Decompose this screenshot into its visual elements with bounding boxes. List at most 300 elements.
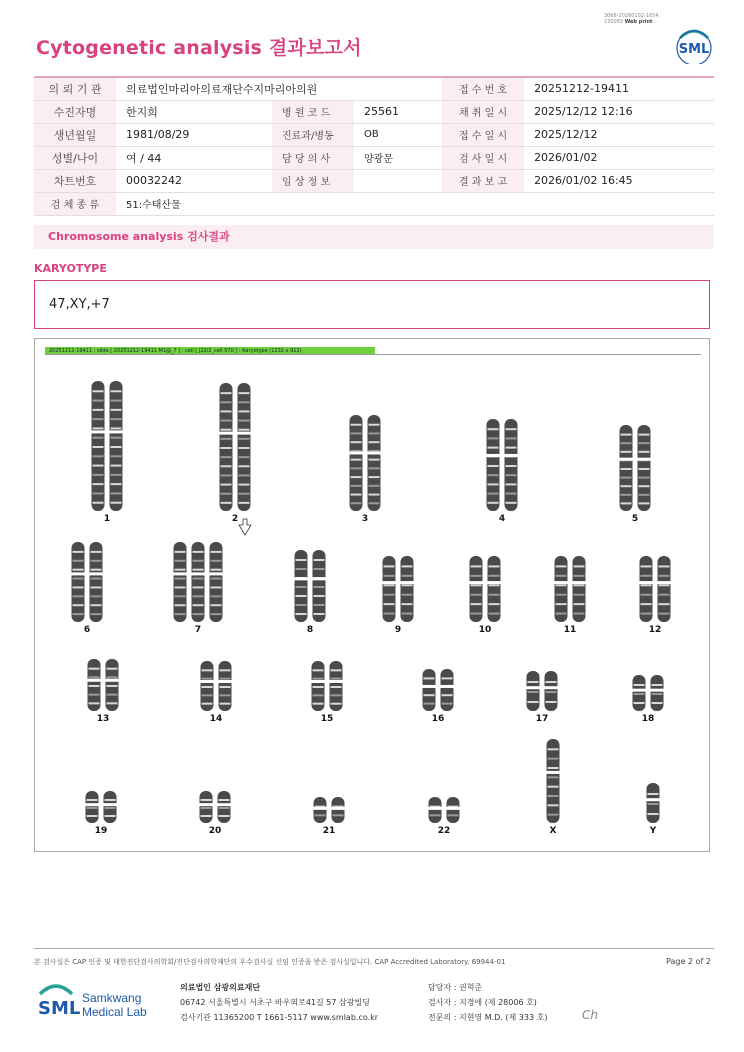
table-row	[34, 146, 714, 169]
chromosome-band	[111, 390, 122, 392]
chromosome-pair-12	[639, 556, 672, 635]
chromosome-band	[574, 594, 585, 596]
chromosome-band	[111, 474, 122, 476]
chromosome-band	[384, 584, 395, 586]
chromosome-label: 20	[208, 826, 222, 836]
doc-meta-code: 230083	[604, 19, 624, 25]
chromosome-pair-4	[486, 419, 519, 524]
chromosome-band	[175, 613, 186, 615]
chromosome-band	[91, 595, 102, 597]
chromosome-band	[384, 575, 395, 577]
chromosome-band	[313, 678, 324, 680]
chromosome-band	[384, 594, 395, 596]
chromosome	[350, 415, 363, 511]
chromosome-label: Y	[649, 826, 657, 836]
chromosome-band	[314, 595, 325, 597]
chromosome-band	[331, 703, 342, 705]
chromosome-band	[574, 575, 585, 577]
table-row	[34, 123, 714, 146]
centromere	[103, 803, 118, 806]
chromosome-pair-6	[71, 542, 104, 635]
chromosome-label: 8	[306, 625, 314, 635]
chromosome-pair-Y	[646, 783, 661, 836]
chromosome-band	[351, 459, 362, 461]
chromosome-band	[296, 604, 307, 606]
chromosome-band	[331, 678, 342, 680]
chromosome-band	[528, 691, 539, 693]
centromere	[313, 807, 328, 810]
collect-date-label: 채 취 일 시	[442, 100, 524, 123]
chromosome-band	[211, 560, 222, 562]
centromere	[657, 581, 672, 584]
org-address: 06742 서울특별시 서초구 바우뫼로41길 57 삼광빌딩	[180, 998, 370, 1007]
chromosome-band	[193, 569, 204, 571]
doctor-label: 담 당 의 사	[272, 146, 354, 169]
chromosome-band	[639, 494, 650, 496]
centromere	[329, 680, 344, 683]
chromosome-label: 18	[641, 714, 655, 724]
chromosome-band	[333, 814, 344, 816]
org-contact: 검사기관 11365200 T 1661-5117 www.smlab.co.kr	[180, 1013, 379, 1022]
organization-info	[180, 980, 378, 1025]
chromosome-band	[488, 465, 499, 467]
chromosome-band	[111, 409, 122, 411]
receipt-date-label: 접 수 일 시	[442, 123, 524, 146]
chromosome-band	[506, 465, 517, 467]
chromosome-band	[202, 678, 213, 680]
chromosome-band	[659, 594, 670, 596]
chromosome-band	[89, 694, 100, 696]
chromosome-band	[639, 451, 650, 453]
centromere	[294, 577, 309, 580]
samkwang-logo	[36, 980, 166, 1026]
chromosome-band	[369, 502, 380, 504]
chromosome-band	[639, 468, 650, 470]
chromosome-band	[634, 693, 645, 695]
chromosome-band	[528, 681, 539, 683]
chromosome-band	[105, 799, 116, 801]
chromosome-band	[211, 613, 222, 615]
table-row	[34, 100, 714, 123]
chromosome-band	[111, 502, 122, 504]
chromosome-band	[202, 669, 213, 671]
chromosome-band	[211, 586, 222, 588]
chromosome-band	[548, 758, 559, 760]
chromosome	[90, 542, 103, 622]
chromosome-band	[93, 427, 104, 429]
chromosome-band	[111, 400, 122, 402]
chromosome-band	[193, 586, 204, 588]
chromosome-band	[488, 493, 499, 495]
centromere	[349, 451, 364, 454]
chromosome-band	[220, 686, 231, 688]
table-row	[34, 77, 714, 100]
chromosome-band	[648, 803, 659, 805]
centromere	[446, 807, 461, 810]
clinical-value	[354, 169, 442, 192]
dept-label: 진료과/병동	[272, 123, 354, 146]
chart-value: 00032242	[116, 169, 272, 192]
centromere	[217, 803, 232, 806]
chromosome-band	[239, 502, 250, 504]
logo-arc-icon	[40, 986, 72, 994]
chromosome-band	[89, 702, 100, 704]
chromosome-band	[239, 410, 250, 412]
centromere	[219, 432, 234, 435]
centromere	[312, 577, 327, 580]
chromosome-band	[641, 565, 652, 567]
slide-caption: 20251212-19411 : slide [ 20251212-19411 M1@_7 ] : cell [ J22/2_cell 570 ] : Karyotype (1232 x 912)	[45, 347, 375, 355]
chromosome-band	[296, 613, 307, 615]
chromosome-band	[111, 465, 122, 467]
chromosome-pair-21	[313, 797, 346, 836]
chromosome-label: 9	[394, 625, 402, 635]
chromosome-band	[220, 703, 231, 705]
chromosome	[429, 797, 442, 823]
chromosome-band	[556, 575, 567, 577]
chromosome-band	[652, 693, 663, 695]
centromere	[237, 432, 252, 435]
patient-info-table	[34, 76, 714, 216]
chromosome-band	[89, 685, 100, 687]
chromosome	[423, 669, 436, 711]
chromosome-band	[556, 594, 567, 596]
chromosome-band	[239, 456, 250, 458]
chromosome-band	[93, 455, 104, 457]
chromosome-band	[239, 401, 250, 403]
institution-value: 의료법인마리아의료재단수지마리아의원	[116, 77, 442, 100]
chromosome-band	[111, 437, 122, 439]
chromosome-band	[93, 418, 104, 420]
chromosome-pair-9	[382, 556, 415, 635]
chromosome-band	[548, 814, 559, 816]
chromosome-band	[351, 494, 362, 496]
chromosome-pair-15	[311, 661, 344, 724]
chromosome	[72, 542, 85, 622]
chromosome-band	[221, 392, 232, 394]
chromosome-band	[93, 400, 104, 402]
chromosome-band	[621, 502, 632, 504]
chromosome-band	[471, 613, 482, 615]
karyotype-label: KARYOTYPE	[34, 262, 107, 275]
chromosome-band	[202, 686, 213, 688]
chromosome-band	[91, 604, 102, 606]
chromosome-band	[219, 807, 230, 809]
document-meta	[604, 13, 659, 25]
chromosome-band	[211, 569, 222, 571]
chromosome-band	[471, 575, 482, 577]
chromosome-band	[91, 578, 102, 580]
chromosome-band	[175, 604, 186, 606]
logo-text: SML	[678, 42, 710, 57]
karyotype-result: 47,XY,+7	[34, 280, 710, 329]
chromosome-band	[506, 437, 517, 439]
signature: Ch	[582, 1008, 598, 1022]
chromosome-band	[652, 684, 663, 686]
chromosome-band	[239, 493, 250, 495]
chromosome-band	[331, 694, 342, 696]
chromosome-band	[221, 401, 232, 403]
accreditation-note: 본 검사실은 CAP 인증 및 대한진단검사의학회/진단검사의학재단의 우수검사실 신임 인증을 받은 검사실입니다. CAP Accredited Laboratory. 69944-01	[34, 958, 506, 966]
chromosome-label: 3	[361, 514, 369, 524]
staff-specialist: 전문의 : 지현영 M.D. (제 333 호)	[428, 1013, 548, 1022]
chromosome-band	[107, 694, 118, 696]
chromosome-band	[574, 584, 585, 586]
hospital-code-label: 병 원 코 드	[272, 100, 354, 123]
chromosome-pair-11	[554, 556, 587, 635]
receipt-date-value: 2025/12/12	[524, 123, 714, 146]
chromosome-label: 6	[83, 625, 91, 635]
centromere	[89, 572, 104, 575]
centromere	[200, 680, 215, 683]
org-name: 의료법인 삼광의료재단	[180, 983, 261, 992]
chromosome-band	[111, 446, 122, 448]
chromosome-label: 17	[535, 714, 549, 724]
chromosome-band	[93, 446, 104, 448]
chromosome-band	[489, 603, 500, 605]
chromosome-band	[489, 594, 500, 596]
chromosome-band	[652, 702, 663, 704]
table-row	[34, 169, 714, 192]
chromosome-band	[548, 786, 559, 788]
test-date-value: 2026/01/02	[524, 146, 714, 169]
chromosome-band	[313, 669, 324, 671]
chromosome-band	[506, 493, 517, 495]
chromosome-band	[442, 694, 453, 696]
chromosome-band	[239, 484, 250, 486]
chromosome-pair-17	[526, 671, 559, 724]
chromosome-band	[296, 559, 307, 561]
chromosome-band	[621, 485, 632, 487]
chromosome-band	[201, 799, 212, 801]
chromosome-band	[641, 584, 652, 586]
chromosome-band	[384, 603, 395, 605]
chromosome-band	[73, 560, 84, 562]
chromosome-band	[442, 677, 453, 679]
chromosome-band	[193, 613, 204, 615]
centromere	[367, 451, 382, 454]
chromosome-band	[221, 484, 232, 486]
centromere	[91, 430, 106, 433]
chromosome-band	[221, 474, 232, 476]
chromosome-band	[574, 613, 585, 615]
chromosome-label: 11	[563, 625, 577, 635]
dept-value: OB	[354, 123, 442, 146]
chromosome-band	[220, 694, 231, 696]
chromosome-band	[91, 560, 102, 562]
collect-date-value: 2025/12/12 12:16	[524, 100, 714, 123]
chromosome-band	[239, 474, 250, 476]
chart-label: 차트번호	[34, 169, 116, 192]
chromosome-band	[471, 565, 482, 567]
chromosome-band	[313, 694, 324, 696]
chromosome-band	[402, 584, 413, 586]
chromosome-band	[221, 438, 232, 440]
chromosome-band	[639, 485, 650, 487]
chromosome-band	[221, 410, 232, 412]
chromosome-band	[639, 434, 650, 436]
chromosome	[447, 797, 460, 823]
chromosome	[332, 797, 345, 823]
chromosome-band	[219, 799, 230, 801]
sex-age-value: 여 / 44	[116, 146, 272, 169]
chromosome-band	[548, 767, 559, 769]
chromosome-pair-18	[632, 675, 665, 724]
chromosome-band	[659, 613, 670, 615]
receipt-no-value: 20251212-19411	[524, 77, 714, 100]
chromosome-pair-1	[91, 381, 124, 524]
chromosome-band	[351, 441, 362, 443]
chromosome-band	[73, 578, 84, 580]
chromosome-label: 7	[194, 625, 202, 635]
chromosome-band	[89, 668, 100, 670]
chromosome-band	[641, 575, 652, 577]
chromosome	[547, 739, 560, 823]
chromosome-band	[239, 447, 250, 449]
chromosome-band	[105, 807, 116, 809]
chromosome-band	[648, 813, 659, 815]
chromosome-band	[641, 594, 652, 596]
chromosome-pair-20	[199, 791, 232, 836]
chromosome-label: 2	[231, 514, 239, 524]
centromere	[504, 454, 519, 457]
table-row	[34, 192, 714, 215]
chromosome-band	[659, 575, 670, 577]
chromosome-band	[219, 815, 230, 817]
chromosome-band	[402, 613, 413, 615]
chromosome-band	[111, 427, 122, 429]
sml-logo	[674, 26, 714, 64]
chromosome-label: 14	[209, 714, 223, 724]
chromosome-band	[87, 807, 98, 809]
chromosome-band	[546, 701, 557, 703]
chromosome-band	[546, 691, 557, 693]
chromosome-band	[556, 613, 567, 615]
page-number: Page 2 of 2	[666, 957, 711, 966]
chromosome-band	[442, 703, 453, 705]
logo-text: SML	[38, 998, 81, 1019]
centromere	[646, 798, 661, 801]
chromosome-band	[471, 603, 482, 605]
specimen-value: 51:수태산물	[116, 192, 714, 215]
chromosome-band	[369, 476, 380, 478]
dob-label: 생년월일	[34, 123, 116, 146]
logo-name-line2: Medical Lab	[82, 1005, 147, 1019]
chromosome	[174, 542, 187, 622]
chromosome-band	[351, 485, 362, 487]
chromosome-label: 16	[431, 714, 445, 724]
logo-name-line1: Samkwang	[82, 991, 142, 1005]
chromosome-band	[402, 603, 413, 605]
chromosome-band	[369, 441, 380, 443]
chromosome-band	[221, 493, 232, 495]
chromosome-band	[424, 703, 435, 705]
chromosome-band	[175, 569, 186, 571]
chromosome-band	[73, 551, 84, 553]
arrow-marker-icon	[239, 519, 251, 535]
chromosome	[314, 797, 327, 823]
centromere	[109, 430, 124, 433]
chromosome-band	[193, 604, 204, 606]
chromosome-band	[93, 409, 104, 411]
chromosome-label: 21	[322, 826, 336, 836]
chromosome-band	[506, 474, 517, 476]
centromere	[191, 572, 206, 575]
chromosome-band	[193, 560, 204, 562]
chromosome-band	[489, 584, 500, 586]
chromosome-label: 5	[631, 514, 639, 524]
centromere	[382, 581, 397, 584]
centromere	[199, 803, 214, 806]
chromosome-band	[621, 477, 632, 479]
chromosome-band	[621, 451, 632, 453]
chromosome-band	[506, 483, 517, 485]
page-title: Cytogenetic analysis 결과보고서	[36, 37, 362, 59]
centromere	[546, 771, 561, 774]
chromosome-band	[111, 418, 122, 420]
centromere	[619, 458, 634, 461]
chromosome-band	[639, 442, 650, 444]
chromosome-band	[73, 569, 84, 571]
chromosome-band	[201, 815, 212, 817]
staff-info	[428, 980, 547, 1025]
chromosome-band	[402, 565, 413, 567]
chromosome-band	[175, 595, 186, 597]
chromosome-band	[621, 468, 632, 470]
chromosome-band	[87, 799, 98, 801]
doc-meta-id: 3068-20260102-1654	[604, 13, 659, 19]
centromere	[650, 689, 665, 692]
karyogram-image	[34, 338, 710, 852]
specimen-label: 검 체 종 류	[34, 192, 116, 215]
centromere	[311, 680, 326, 683]
karyogram-chromosomes	[35, 339, 711, 853]
chromosome	[368, 415, 381, 511]
chromosome-band	[175, 586, 186, 588]
chromosome-band	[488, 483, 499, 485]
centromere	[87, 679, 102, 682]
chromosome-band	[621, 442, 632, 444]
chromosome-band	[111, 483, 122, 485]
centromere	[422, 685, 437, 688]
chromosome-band	[488, 447, 499, 449]
chromosome-band	[220, 669, 231, 671]
chromosome-band	[489, 613, 500, 615]
centromere	[486, 454, 501, 457]
chromosome-label: 10	[478, 625, 492, 635]
centromere	[105, 679, 120, 682]
chromosome-band	[314, 613, 325, 615]
chromosome-band	[369, 485, 380, 487]
chromosome-band	[93, 474, 104, 476]
chromosome-band	[369, 459, 380, 461]
chromosome-label: 12	[648, 625, 662, 635]
chromosome-band	[369, 467, 380, 469]
dob-value: 1981/08/29	[116, 123, 272, 146]
divider	[34, 948, 714, 949]
chromosome-band	[556, 584, 567, 586]
centromere	[632, 689, 647, 692]
centromere	[572, 581, 587, 584]
chromosome-band	[239, 438, 250, 440]
chromosome-band	[430, 814, 441, 816]
chromosome-label: 13	[96, 714, 110, 724]
centromere	[85, 803, 100, 806]
centromere	[639, 581, 654, 584]
section-title: Chromosome analysis 검사결과	[34, 225, 714, 249]
chromosome	[192, 542, 205, 622]
chromosome-band	[91, 569, 102, 571]
